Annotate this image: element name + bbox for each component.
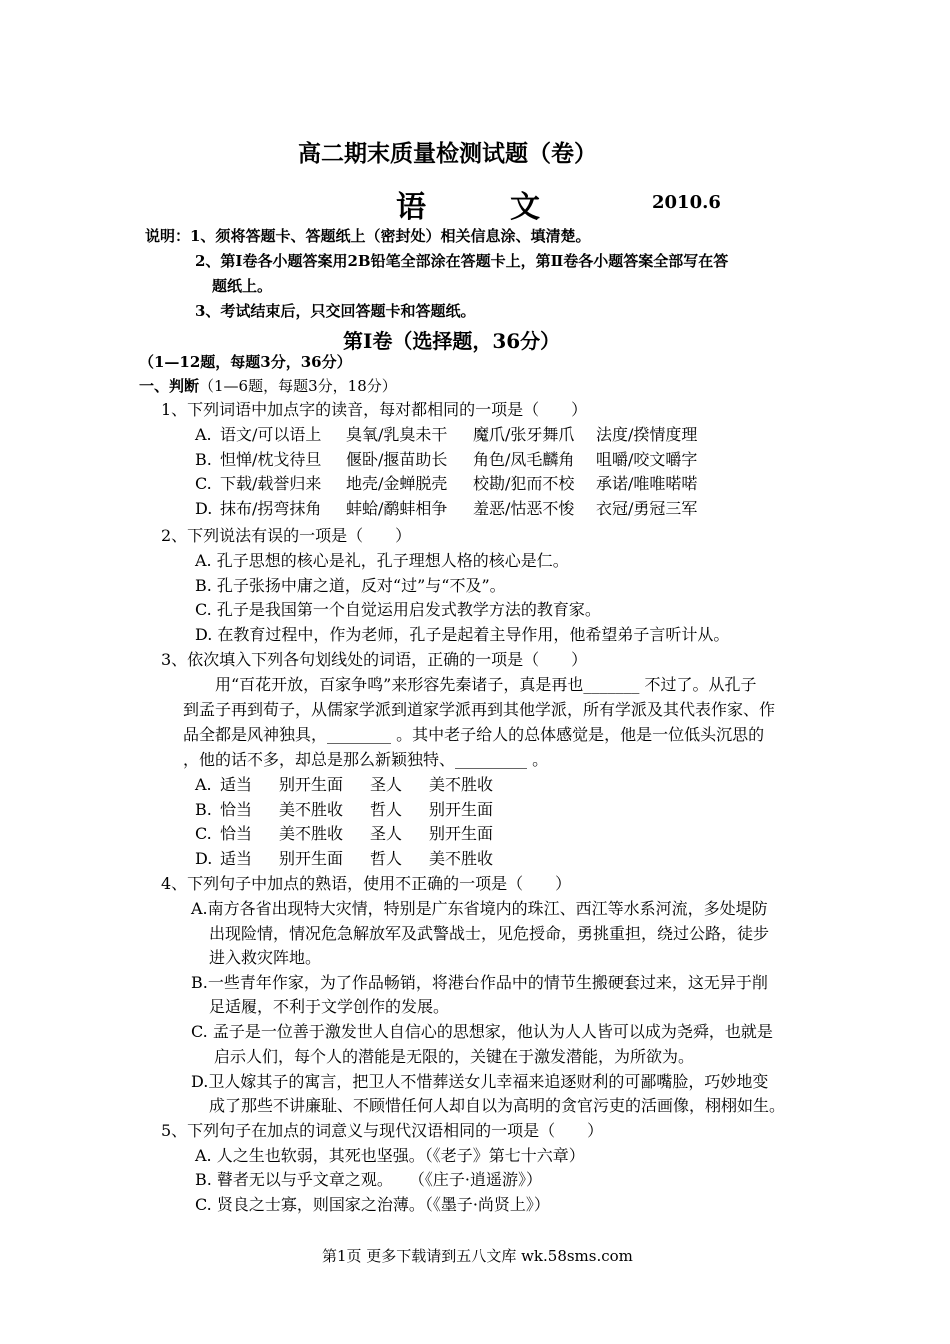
- option-item: 蚌蛤/鹬蚌相争: [346, 499, 448, 518]
- option-item: 角色/凤毛麟角: [473, 450, 575, 469]
- exam-date: 2010.6: [652, 192, 721, 213]
- option-item: 别开生面: [429, 824, 494, 843]
- q1-option-a: [195, 425, 755, 447]
- option-item: 法度/揆情度理: [596, 425, 698, 444]
- option-item: 地壳/金蝉脱壳: [346, 474, 448, 493]
- q4-stem: 4、下列句子中加点的熟语，使用不正确的一项是（ ）: [161, 874, 572, 893]
- option-item: 圣人: [370, 775, 403, 794]
- part-heading: [139, 376, 397, 396]
- option-item: 美不胜收: [429, 775, 494, 794]
- option-label: B.: [195, 450, 212, 469]
- q4-option-a-line-1: A.南方各省出现特大灾情，特别是广东省境内的珠江、西江等水系河流，多处堤防: [191, 899, 768, 918]
- q4-option-c-line-2: 启示人们，每个人的潜能是无限的，关键在于激发潜能，为所欲为。: [214, 1047, 695, 1066]
- option-item: 适当: [220, 849, 253, 868]
- q4-option-a-line-2: 出现险情，情况危急解放军及武警战士，见危授命，勇挑重担，绕过公路，徒步: [209, 924, 770, 943]
- q5-option-c: C. 贤良之士寡，则国家之治薄。（《墨子·尚贤上》）: [195, 1195, 550, 1214]
- option-label: B.: [195, 800, 212, 819]
- exam-title: 高二期末质量检测试题（卷）: [298, 140, 597, 167]
- option-item: 承诺/唯唯喏喏: [596, 474, 698, 493]
- q1-stem: 1、下列词语中加点字的读音，每对都相同的一项是（ ）: [161, 400, 588, 419]
- q3-option-c: [195, 824, 595, 846]
- option-label: C.: [195, 824, 212, 843]
- option-item: 别开生面: [279, 849, 344, 868]
- subject-char-2: 文: [510, 190, 542, 225]
- option-item: 哲人: [370, 800, 403, 819]
- q4-option-d-line-2: 成了那些不讲廉耻、不顾惜任何人却自以为高明的贪官污吏的活画像，栩栩如生。: [209, 1096, 786, 1115]
- q3-passage-3: 品全都是风神独具，________ 。其中老子给人的总体感觉是，他是一位低头沉思的: [183, 725, 765, 744]
- q4-option-b-line-1: B.一些青年作家，为了作品畅销，将港台作品中的情节生搬硬套过来，这无异于削: [191, 973, 768, 992]
- q2-option-a: A. 孔子思想的核心是礼，孔子理想人格的核心是仁。: [195, 551, 569, 570]
- option-item: 美不胜收: [279, 824, 344, 843]
- note-line-4: 3、考试结束后，只交回答题卡和答题纸。: [195, 302, 476, 320]
- q4-option-a-line-3: 进入救灾阵地。: [209, 948, 322, 967]
- subject-char-1: 语: [396, 190, 428, 225]
- q3-passage-4: ，他的话不多，却总是那么新颖独特、_________ 。: [183, 750, 549, 769]
- q5-option-b: B. 瞽者无以与乎文章之观。 （《庄子·逍遥游》）: [195, 1170, 543, 1189]
- q1-option-c: [195, 474, 755, 496]
- option-label: C.: [195, 474, 212, 493]
- option-item: 下载/载誉归来: [220, 474, 322, 493]
- option-item: 适当: [220, 775, 253, 794]
- option-item: 羞恶/怙恶不悛: [473, 499, 575, 518]
- option-item: 语文/可以语上: [220, 425, 322, 444]
- q5-stem: 5、下列句子在加点的词意义与现代汉语相同的一项是（ ）: [161, 1121, 604, 1140]
- note-line-2: 2、第Ⅰ卷各小题答案用2B铅笔全部涂在答题卡上，第Ⅱ卷各小题答案全部写在答: [195, 252, 729, 270]
- q3-passage-2: 到孟子再到荀子，从儒家学派到道家学派再到其他学派，所有学派及其代表作家、作: [183, 700, 776, 719]
- option-item: 恰当: [220, 800, 253, 819]
- q5-option-a: A. 人之生也软弱，其死也坚强。（《老子》第七十六章）: [195, 1146, 585, 1165]
- section-title: 第Ⅰ卷（选择题，36分）: [343, 329, 561, 353]
- option-item: 校勘/犯而不校: [473, 474, 575, 493]
- option-item: 偃卧/揠苗助长: [346, 450, 448, 469]
- option-label: A.: [195, 775, 212, 794]
- q1-option-d: [195, 499, 755, 521]
- q4-option-b-line-2: 足适履，不利于文学创作的发展。: [209, 997, 450, 1016]
- option-item: 咀嚼/咬文嚼字: [596, 450, 698, 469]
- option-item: 哲人: [370, 849, 403, 868]
- option-item: 别开生面: [429, 800, 494, 819]
- option-item: 圣人: [370, 824, 403, 843]
- q4-option-d-line-1: D.卫人嫁其子的寓言，把卫人不惜葬送女儿幸福来追逐财利的可鄙嘴脸，巧妙地变: [191, 1072, 769, 1091]
- option-item: 臭氧/乳臭未干: [346, 425, 448, 444]
- option-label: D.: [195, 499, 213, 518]
- section-scope: （1—12题，每题3分，36分）: [139, 353, 352, 371]
- part-info: （1—6题，每题3分，18分）: [199, 377, 397, 395]
- q3-stem: 3、依次填入下列各句划线处的词语，正确的一项是（ ）: [161, 650, 588, 669]
- q3-option-a: [195, 775, 595, 797]
- option-item: 衣冠/勇冠三军: [596, 499, 698, 518]
- q4-option-c-line-1: C. 孟子是一位善于激发世人自信心的思想家，他认为人人皆可以成为尧舜，也就是: [191, 1022, 773, 1041]
- q3-option-d: [195, 849, 595, 871]
- q2-option-d: D. 在教育过程中，作为老师，孔子是起着主导作用，他希望弟子言听计从。: [195, 625, 730, 644]
- part-label: 一、判断: [139, 377, 200, 395]
- q2-option-b: B. 孔子张扬中庸之道，反对“过”与“不及”。: [195, 576, 506, 595]
- option-item: 怛惮/枕戈待旦: [220, 450, 322, 469]
- option-item: 别开生面: [279, 775, 344, 794]
- option-item: 魔爪/张牙舞爪: [473, 425, 575, 444]
- q3-option-b: [195, 800, 595, 822]
- option-label: D.: [195, 849, 213, 868]
- q2-option-c: C. 孔子是我国第一个自觉运用启发式教学方法的教育家。: [195, 600, 601, 619]
- page-footer: 第1页 更多下载请到五八文库 wk.58sms.com: [322, 1247, 633, 1265]
- note-line-3: 题纸上。: [212, 277, 273, 295]
- q2-stem: 2、下列说法有误的一项是（ ）: [161, 526, 412, 545]
- option-label: A.: [195, 425, 212, 444]
- q3-passage-1: 用“百花开放，百家争鸣”来形容先秦诸子，真是再也_______ 不过了。从孔子: [215, 675, 757, 694]
- option-item: 恰当: [220, 824, 253, 843]
- option-item: 美不胜收: [279, 800, 344, 819]
- option-item: 美不胜收: [429, 849, 494, 868]
- q1-option-b: [195, 450, 755, 472]
- option-item: 抹布/拐弯抹角: [220, 499, 322, 518]
- note-line-1: 说明：1、须将答题卡、答题纸上（密封处）相关信息涂、填清楚。: [145, 227, 591, 245]
